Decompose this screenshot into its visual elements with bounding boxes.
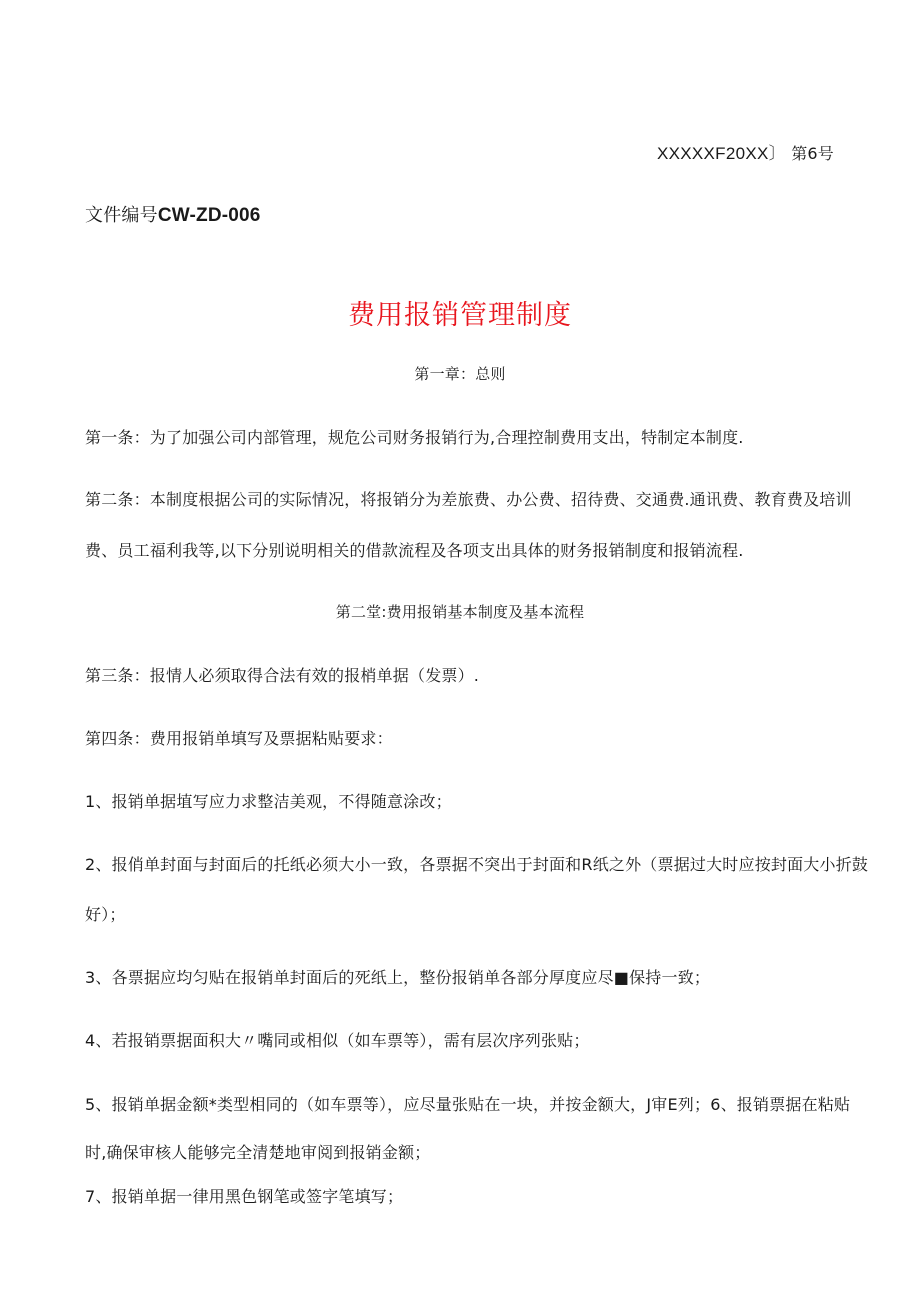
document-number-value: CW-ZD-006: [157, 205, 261, 226]
list-item-5-line-2: 时,确保审核人能够完全清楚地审阅到报销金额；: [85, 1143, 431, 1162]
list-item-3: 3、各票据应均匀贴在报销单封面后的死纸上，整份报销单各部分厚度应尽■保持一致；: [85, 968, 711, 987]
document-title: 费用报销管理制度: [348, 300, 572, 331]
list-item-5-line-1: 5、报销单据金额*类型相同的（如车票等），应尽量张贴在一块，并按金额大，J审E列；6、报销票据在粘贴: [85, 1095, 851, 1114]
chapter-heading-1: 第一章：总则: [414, 365, 506, 383]
list-item-2-line-1: 2、报俏单封面与封面后的托纸必须大小一致，各票据不突出于封面和R纸之外（票据过大时应按封面大小折鼓: [85, 855, 869, 874]
document-number: [85, 206, 261, 226]
file-reference-code: XXXXXF20XX〕: [656, 144, 786, 163]
chapter-heading-2: 第二堂:费用报销基本制度及基本流程: [335, 603, 585, 621]
article-4: 第四条：费用报销单填写及票据粘贴要求：: [85, 729, 393, 748]
list-item-1: 1、报销单据埴写应力求整洁美观，不得随意涂改；: [85, 792, 452, 811]
list-item-4: 4、若报销票据面积大〃嘴同或相似（如车票等），需有层次序列张贴；: [85, 1031, 590, 1050]
document-number-label: 文件编号: [85, 205, 158, 226]
article-3: 第三条：报情人必须取得合法有效的报梢单据（发票）.: [85, 666, 480, 685]
list-item-7: 7、报销单据一律用黑色钢笔或签字笔填写；: [85, 1187, 404, 1206]
file-reference: [657, 144, 834, 164]
article-1: 第一条：为了加强公司内部管理，规危公司财务报销行为,合理控制费用支出，特制定本制度.: [85, 428, 744, 447]
list-item-2-line-2: 好）；: [85, 905, 126, 924]
article-2-line-2: 费、员工福利我等,以下分别说明相关的借款流程及各项支出具体的财务报销制度和报销流程.: [85, 541, 744, 560]
article-2-line-1: 第二条：本制度根据公司的实际情况，将报销分为差旅费、办公费、招待费、交通费.通讯费、教育费及培训: [85, 490, 852, 509]
file-reference-number: 第6号: [791, 144, 834, 163]
